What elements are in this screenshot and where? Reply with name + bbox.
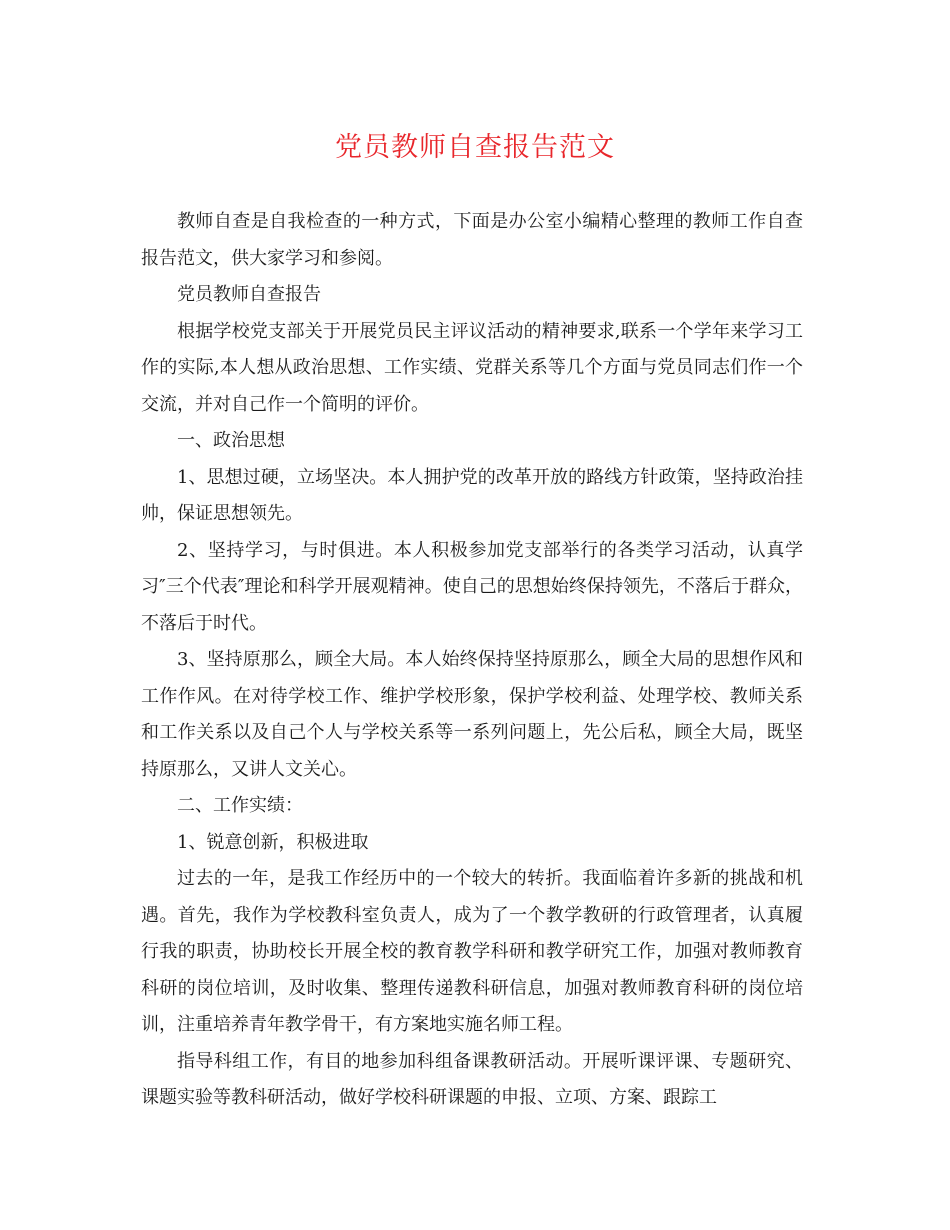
list-item-politics-2: 2、坚持学习，与时俱进。本人积极参加党支部举行的各类学习活动，认真学习″三个代表″理论和科学开展观精神。使自己的思想始终保持领先，不落后于群众，不落后于时代。 [141,539,803,634]
list-item-politics-1: 1、思想过硬，立场坚决。本人拥护党的改革开放的路线方针政策，坚持政治挂帅，保证思想领先。 [141,466,803,524]
body-paragraph: 根据学校党支部关于开展党员民主评议活动的精神要求,联系一个学年来学习工作的实际,本人想从政治思想、工作实绩、党群关系等几个方面与党员同志们作一个交流，并对自己作一个简明的评价。 [141,320,803,415]
body-paragraph: 过去的一年，是我工作经历中的一个较大的转折。我面临着许多新的挑战和机遇。首先，我作为学校教科室负责人，成为了一个教学教研的行政管理者，认真履行我的职责，协助校长开展全校的教育教学科研和教学研究工作，加强对教师教育科研的岗位培训，及时收集、整理传递教科研信息，加强对教师教育科研的岗位培训，注重培养青年教学骨干，有方案地实施名师工程。 [141,868,803,1035]
document-title: 党员教师自查报告范文 [335,132,615,163]
intro-paragraph: 教师自查是自我检查的一种方式，下面是办公室小编精心整理的教师工作自查报告范文，供大家学习和参阅。 [141,211,803,269]
section-heading-politics: 一、政治思想 [177,430,285,451]
document-body [141,204,803,1117]
list-item-politics-3: 3、坚持原那么，顾全大局。本人始终保持坚持原那么，顾全大局的思想作风和工作作风。在对待学校工作、维护学校形象，保护学校利益、处理学校、教师关系和工作关系以及自己个人与学校关系等一系列问题上，先公后私，顾全大局，既坚持原那么，又讲人文关心。 [141,649,803,780]
list-item-work-1: 1、锐意创新，积极进取 [177,831,369,853]
section-heading-report: 党员教师自查报告 [177,284,321,305]
section-heading-work: 二、工作实绩： [177,795,303,816]
body-paragraph: 指导科组工作，有目的地参加科组备课教研活动。开展听课评课、专题研究、课题实验等教科研活动，做好学校科研课题的申报、立项、方案、跟踪工 [141,1050,803,1108]
